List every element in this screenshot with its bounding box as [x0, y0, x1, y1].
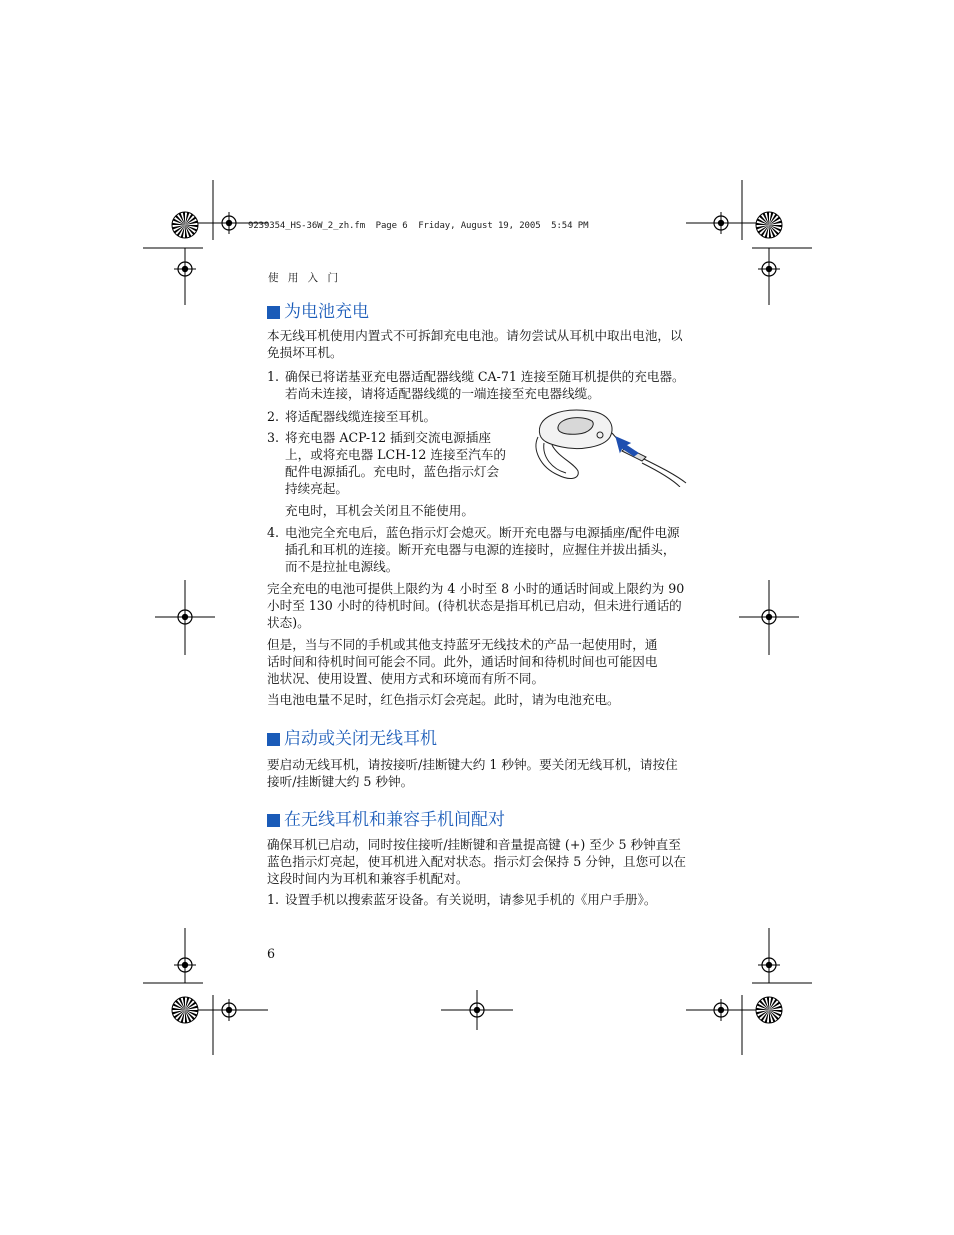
square-bullet-icon	[267, 306, 280, 319]
star-target-icon	[172, 212, 198, 238]
page-content	[267, 298, 687, 907]
file-info-slug: 9239354_HS-36W_2_zh.fm Page 6 Friday, August 19, 2005 5:54 PM	[248, 221, 589, 231]
list-item: 1. 确保已将诺基亚充电器适配器线缆 CA-71 连接至随耳机提供的充电器。若尚未连接，请将适配器线缆的一端连接至充电器线缆。	[267, 369, 685, 401]
star-target-icon	[756, 997, 782, 1023]
list-item: 1. 设置手机以搜索蓝牙设备。有关说明，请参见手机的《用户手册》。	[267, 892, 657, 907]
registration-target-icon	[218, 999, 240, 1021]
star-target-icon	[756, 212, 782, 238]
pairing-paragraph: 确保耳机已启动，同时按住接听/挂断键和音量提高键 (+) 至少 5 秒钟直至蓝色指示灯亮起，使耳机进入配对状态。指示灯会保持 5 分钟，且您可以在这段时间内为耳机和兼容手机配对。	[267, 837, 687, 886]
heading-text: 在无线耳机和兼容手机间配对	[284, 810, 505, 830]
heading-text: 为电池充电	[284, 302, 369, 322]
registration-target-icon	[174, 258, 196, 280]
low-battery-paragraph: 当电池电量不足时，红色指示灯会亮起。此时，请为电池充电。	[267, 692, 620, 707]
square-bullet-icon	[267, 733, 280, 746]
registration-target-icon	[174, 954, 196, 976]
registration-target-icon	[758, 954, 780, 976]
registration-target-icon	[174, 606, 196, 628]
heading-text: 启动或关闭无线耳机	[284, 729, 437, 749]
list-item-note: 充电时，耳机会关闭且不能使用。	[285, 503, 474, 518]
registration-target-icon	[758, 258, 780, 280]
power-paragraph: 要启动无线耳机，请按接听/挂断键大约 1 秒钟。要关闭无线耳机，请按住接听/挂断键大约 5 秒钟。	[267, 757, 678, 789]
list-item: 4. 电池完全充电后，蓝色指示灯会熄灭。断开充电器与电源插座/配件电源插孔和耳机的连接。断开充电器与电源的连接时，应握住并拔出插头，而不是拉扯电源线。	[267, 525, 680, 574]
charging-intro: 本无线耳机使用内置式不可拆卸充电电池。请勿尝试从耳机中取出电池，以免损坏耳机。	[267, 328, 683, 360]
square-bullet-icon	[267, 814, 280, 827]
registration-target-icon	[466, 999, 488, 1021]
page-number: 6	[267, 946, 276, 961]
running-head: 使 用 入 门	[268, 272, 342, 284]
registration-target-icon	[710, 212, 732, 234]
section-heading-power	[267, 727, 437, 751]
list-item: 2. 将适配器线缆连接至耳机。	[267, 409, 437, 424]
registration-target-icon	[758, 606, 780, 628]
headset-charging-illustration	[530, 405, 688, 487]
registration-target-icon	[218, 212, 240, 234]
talk-time-paragraph: 完全充电的电池可提供上限约为 4 小时至 8 小时的通话时间或上限约为 90 小时至 130 小时的待机时间。(待机状态是指耳机已启动，但未进行通话的状态)。	[267, 581, 685, 630]
section-heading-charging	[267, 300, 687, 324]
variance-paragraph: 但是，当与不同的手机或其他支持蓝牙无线技术的产品一起使用时，通话时间和待机时间可能会不同。此外，通话时间和待机时间也可能因电池状况、使用设置、使用方式和环境而有所不同。	[267, 637, 658, 686]
section-heading-pairing	[267, 808, 505, 832]
star-target-icon	[172, 997, 198, 1023]
registration-target-icon	[710, 999, 732, 1021]
list-item: 3. 将充电器 ACP-12 插到交流电源插座上，或将充电器 LCH-12 连接至汽车的配件电源插孔。充电时，蓝色指示灯会持续亮起。	[267, 430, 506, 496]
